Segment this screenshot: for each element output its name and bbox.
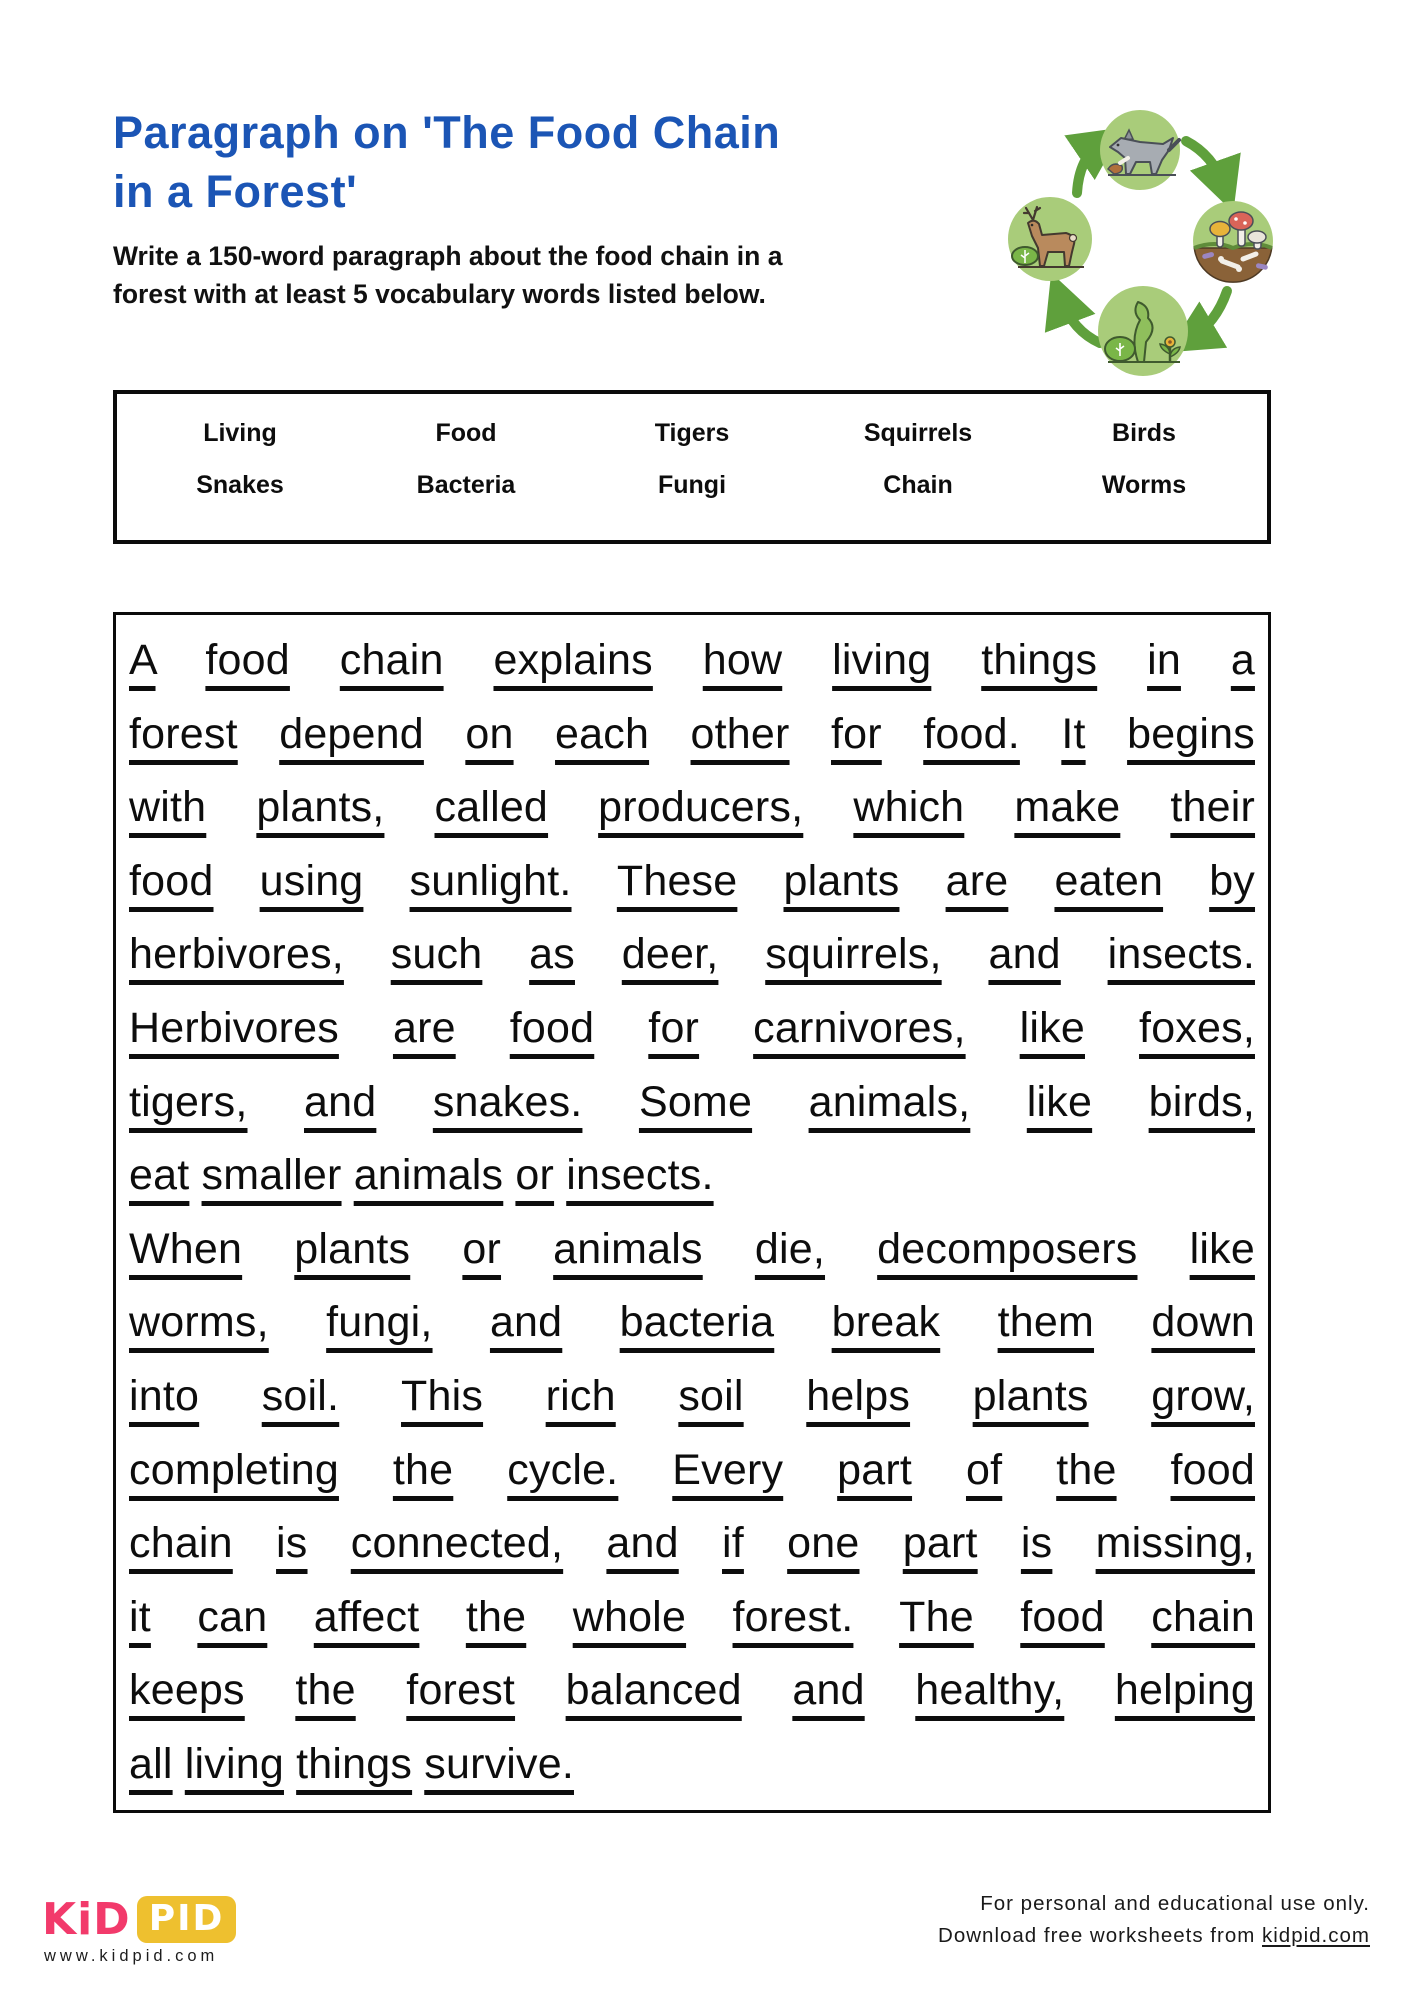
paragraph-line: tigers, and snakes. Some animals, like birds, <box>129 1077 1255 1126</box>
vocab-word: Fungi <box>657 471 727 499</box>
logo-kid-text: KiD <box>42 1894 131 1945</box>
vocab-word: Snakes <box>196 471 284 499</box>
paragraph-line: food using sunlight. These plants are eaten by <box>129 856 1256 905</box>
vocab-word: Chain <box>883 471 953 499</box>
license-note <box>850 1888 1370 1952</box>
kidpid-logo <box>42 1894 236 1945</box>
vocab-row <box>127 471 1257 500</box>
paragraph-line: eat smaller animals or insects. <box>129 1151 714 1200</box>
license-line1: For personal and educational use only. <box>980 1892 1370 1915</box>
license-line2 <box>850 1920 1370 1952</box>
vocab-word: Squirrels <box>863 419 973 447</box>
plants-icon <box>1098 286 1188 376</box>
paragraph-box <box>113 612 1271 1813</box>
paragraph-line: forest depend on each other for food. It begins <box>129 709 1255 758</box>
vocabulary-box <box>113 390 1271 544</box>
paragraph-line: chain is connected, and if one part is missing, <box>129 1519 1255 1568</box>
wolf-icon <box>1100 110 1180 190</box>
paragraph-line: keeps the forest balanced and healthy, helping <box>129 1666 1255 1715</box>
paragraph-line: it can affect the whole forest. The food chain <box>129 1592 1256 1641</box>
page-title: Paragraph on 'The Food Chain in a Forest' <box>113 107 781 218</box>
paragraph-line: herbivores, such as deer, squirrels, and insects. <box>129 930 1255 979</box>
paragraph-line: When plants or animals die, decomposers like <box>129 1224 1255 1273</box>
kidpid-link[interactable]: kidpid.com <box>1262 1923 1370 1947</box>
vocab-word: Living <box>203 419 277 447</box>
paragraph-line: with plants, called producers, which make their <box>129 783 1256 832</box>
paragraph-line: worms, fungi, and bacteria break them down <box>129 1298 1256 1347</box>
vocab-row <box>127 419 1257 448</box>
paragraph-line: A food chain explains how living things in a <box>129 636 1255 684</box>
paragraph-line: all living things survive. <box>129 1739 574 1788</box>
deer-icon <box>1008 197 1092 281</box>
logo-pid-badge: PID <box>137 1896 237 1943</box>
paragraph-line: into soil. This rich soil helps plants grow, <box>129 1371 1255 1420</box>
paragraph-line: completing the cycle. Every part of the food <box>129 1445 1256 1494</box>
vocab-word: Bacteria <box>416 471 516 499</box>
vocab-word: Tigers <box>654 419 730 447</box>
fungi-decomposers-icon <box>1193 201 1273 282</box>
instruction-text: Write a 150-word paragraph about the food chain in a forest with at least 5 vocabulary words listed below. <box>113 241 783 309</box>
vocab-word: Birds <box>1112 419 1176 447</box>
website-url: www.kidpid.com <box>44 1947 219 1965</box>
vocab-word: Food <box>435 419 497 447</box>
vocab-word: Worms <box>1101 471 1187 499</box>
license-line2-prefix: Download free worksheets from <box>938 1923 1262 1947</box>
paragraph-line: Herbivores are food for carnivores, like foxes, <box>129 1003 1255 1052</box>
food-chain-cycle-illustration <box>980 80 1286 392</box>
